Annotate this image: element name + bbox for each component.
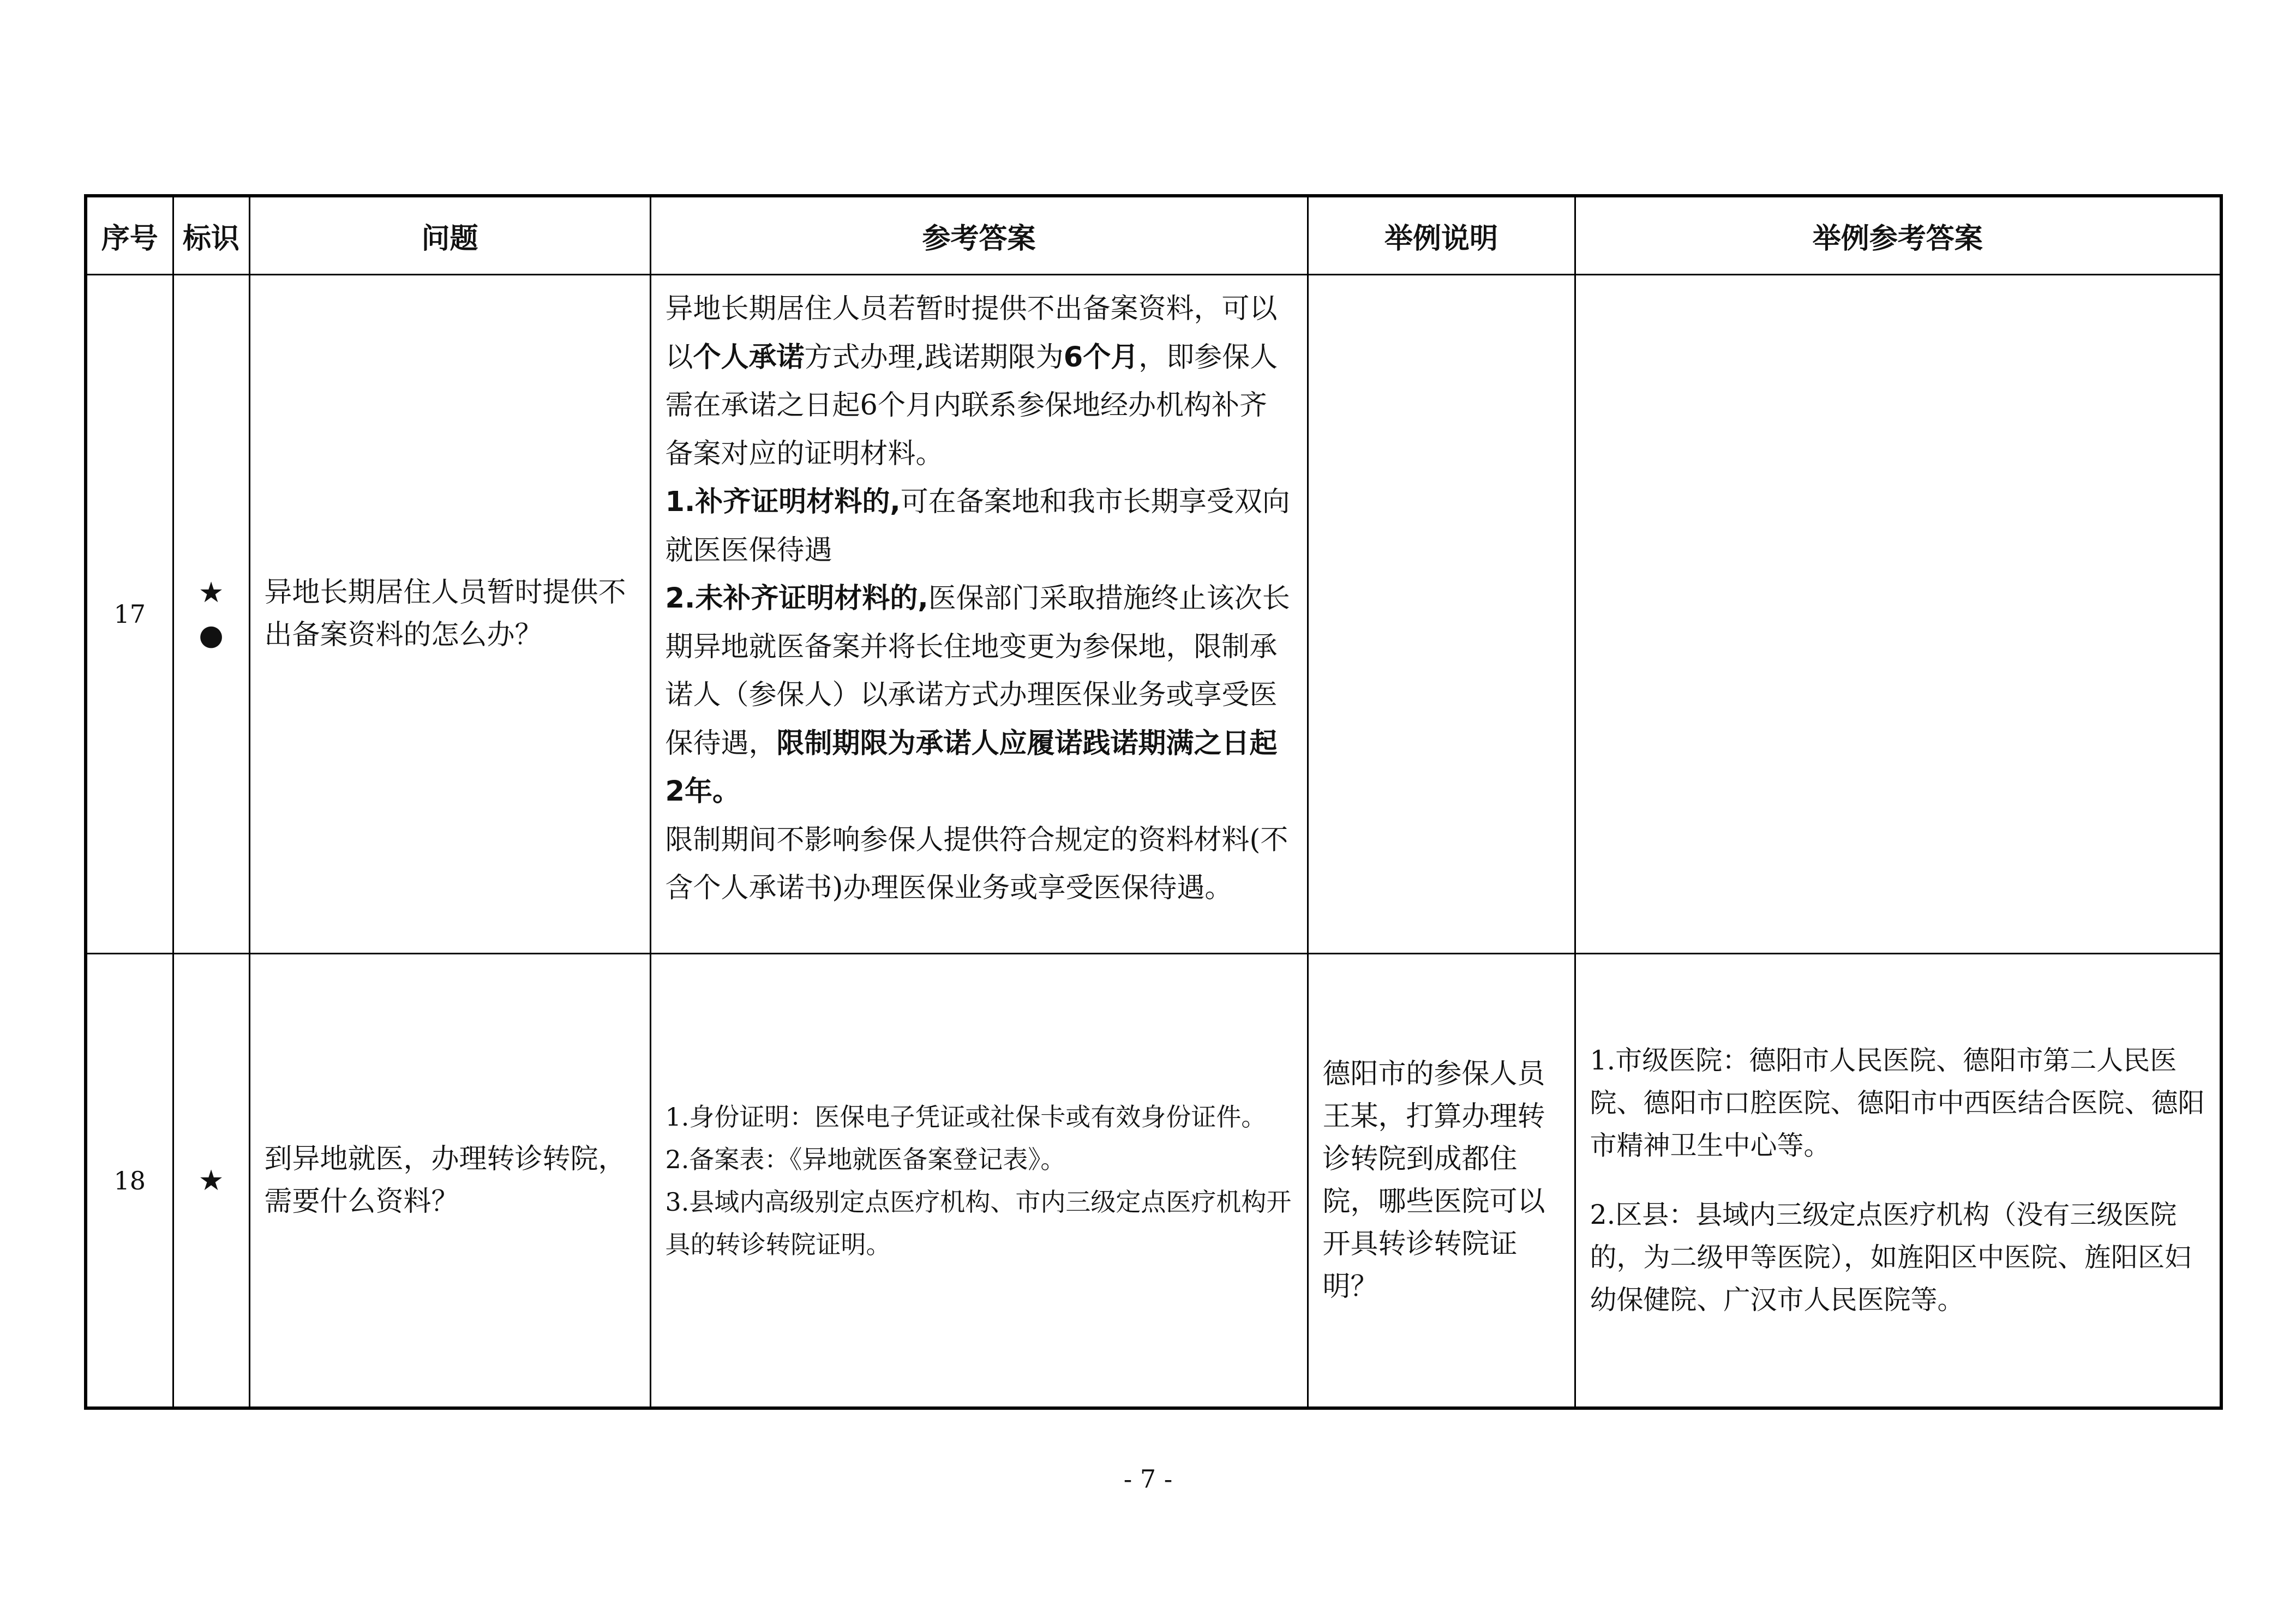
dot-icon: ● (199, 619, 224, 652)
answer-line: 1.身份证明：医保电子凭证或社保卡或有效身份证件。 (665, 1102, 1267, 1132)
answer-text: 医保部门采取措施终止该次长期异地就医备案并将长住地变更为参保地，限制承诺人（参保人）以承诺方式办理医保业务或享受医保待遇， (665, 582, 1290, 760)
answer-bold: 6个月 (1063, 341, 1139, 374)
star-icon: ★ (198, 1164, 224, 1197)
answer-paragraph (666, 575, 1293, 816)
header-example-answer: 举例参考答案 (1575, 196, 2221, 275)
row-marks (173, 275, 249, 954)
row-example (1308, 275, 1575, 954)
header-example: 举例说明 (1308, 196, 1575, 275)
answer-text: 方式办理,践诺期限为 (804, 341, 1064, 374)
header-answer: 参考答案 (650, 196, 1308, 275)
answer-text: ，即参保人需在承诺之日起6个月内联系参保地经办机构补齐备案对应的证明材料。 (665, 341, 1278, 470)
example-answer-line: 1.市级医院：德阳市人民医院、德阳市第二人民医院、德阳市口腔医院、德阳市中西医结合医院、德阳市精神卫生中心等。 (1590, 1045, 2205, 1161)
row-number: 18 (86, 954, 173, 1409)
answer-line: 3.县域内高级别定点医疗机构、市内三级定点医疗机构开具的转诊转院证明。 (665, 1187, 1292, 1259)
faq-table (84, 194, 2223, 1410)
row-example-answer (1575, 275, 2221, 954)
header-question: 问题 (249, 196, 650, 275)
row-marks (173, 954, 249, 1409)
answer-line: 2.备案表：《异地就医备案登记表》。 (665, 1144, 1066, 1174)
answer-text: 异地长期居住人员若暂时提供不出备案资料，可以以 (665, 293, 1278, 374)
row-answer (650, 954, 1308, 1409)
answer-text: 可在备案地和我市长期享受双向就医医保待遇 (665, 486, 1290, 567)
row-example-answer (1575, 954, 2221, 1409)
page-number: - 7 - (1123, 1464, 1173, 1494)
table-row (86, 275, 2221, 954)
table-header-row (86, 196, 2221, 275)
row-number: 17 (86, 275, 173, 954)
star-icon: ★ (198, 576, 224, 609)
answer-bold: 1.补齐证明材料的, (665, 486, 901, 518)
table-row (86, 954, 2221, 1409)
answer-paragraph (666, 285, 1293, 478)
answer-bold: 2.未补齐证明材料的, (665, 582, 928, 615)
row-question: 到异地就医，办理转诊转院，需要什么资料？ (249, 954, 650, 1409)
answer-paragraph: 限制期间不影响参保人提供符合规定的资料材料(不含个人承诺书)办理医保业务或享受医保待遇。 (665, 823, 1288, 904)
row-answer (650, 275, 1308, 954)
answer-bold: 限制期限为承诺人应履诺践诺期满之日起2年。 (665, 727, 1278, 808)
answer-bold: 个人承诺 (693, 341, 805, 374)
header-mark: 标识 (173, 196, 249, 275)
row-question: 异地长期居住人员暂时提供不出备案资料的怎么办？ (249, 275, 650, 954)
answer-paragraph (666, 478, 1293, 575)
header-number: 序号 (86, 196, 173, 275)
example-answer-line: 2.区县：县域内三级定点医疗机构（没有三级医院的，为二级甲等医院），如旌阳区中医院、旌阳区妇幼保健院、广汉市人民医院等。 (1590, 1199, 2192, 1315)
row-example: 德阳市的参保人员王某，打算办理转诊转院到成都住院，哪些医院可以开具转诊转院证明？ (1308, 954, 1575, 1409)
